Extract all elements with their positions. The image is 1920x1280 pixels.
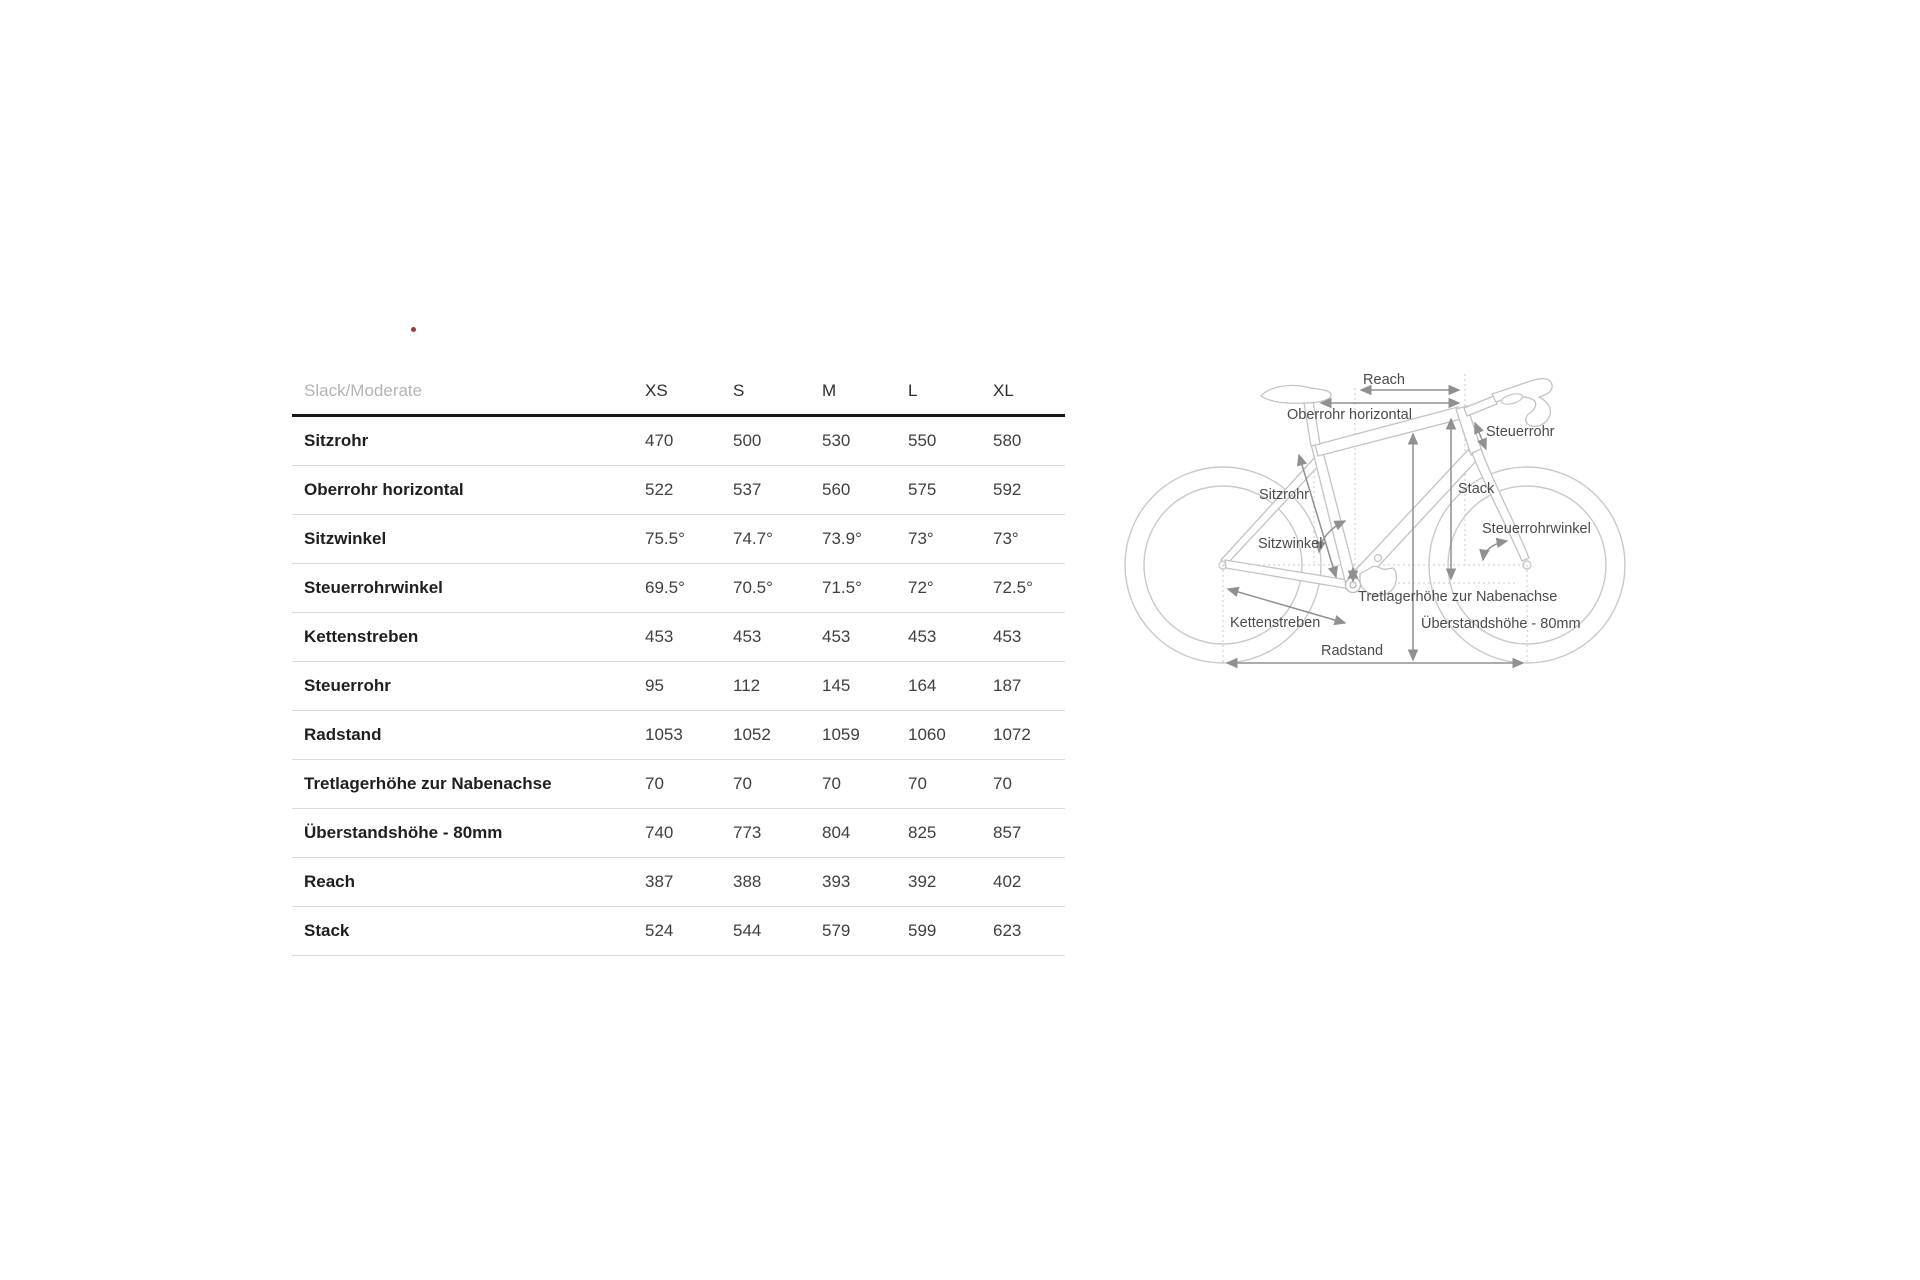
table-header-label: Slack/Moderate	[304, 381, 423, 400]
row-value: 560	[822, 480, 851, 499]
row-value: 453	[645, 627, 674, 646]
row-value: 1060	[908, 725, 946, 744]
table-row-sitzrohr	[292, 417, 1065, 466]
row-value: 453	[908, 627, 937, 646]
row-value: 75.5°	[645, 529, 685, 548]
row-label: Überstandshöhe - 80mm	[304, 823, 503, 842]
col-header-m: M	[822, 381, 837, 400]
row-value: 453	[733, 627, 762, 646]
row-value: 453	[993, 627, 1022, 646]
stem	[1464, 396, 1497, 416]
bottom-bracket-axle	[1350, 582, 1356, 588]
row-value: 164	[908, 676, 937, 695]
row-value: 393	[822, 872, 851, 891]
stack-label: Stack	[1458, 481, 1495, 497]
accent-dot	[411, 327, 416, 332]
table-row-tretlagerhoehe	[292, 760, 1065, 809]
table-row-oberrohr	[292, 466, 1065, 515]
table-row-sitzwinkel	[292, 515, 1065, 564]
row-value: 387	[645, 872, 674, 891]
sitzwinkel-label: Sitzwinkel	[1258, 536, 1323, 552]
row-value: 530	[822, 431, 851, 450]
row-value: 95	[645, 676, 664, 695]
row-label: Reach	[304, 872, 356, 891]
row-value: 1053	[645, 725, 683, 744]
row-label: Tretlagerhöhe zur Nabenachse	[304, 774, 552, 793]
row-value: 74.7°	[733, 529, 773, 548]
fork	[1472, 449, 1529, 561]
ueberstandshoehe-label: Überstandshöhe - 80mm	[1421, 616, 1581, 632]
reach-label: Reach	[1363, 372, 1405, 388]
row-label: Radstand	[304, 725, 382, 744]
row-value: 402	[993, 872, 1022, 891]
row-value: 579	[822, 921, 851, 940]
row-value: 69.5°	[645, 578, 685, 597]
row-value: 73°	[908, 529, 934, 548]
row-value: 392	[908, 872, 937, 891]
row-label: Stack	[304, 921, 350, 940]
steuerrohrwinkel-arc	[1483, 541, 1507, 560]
table-header-row	[292, 368, 1065, 417]
row-value: 773	[733, 823, 762, 842]
row-value: 592	[993, 480, 1022, 499]
oberrohr-label: Oberrohr horizontal	[1287, 407, 1412, 423]
col-header-l: L	[908, 381, 918, 400]
row-value: 70	[822, 774, 841, 793]
row-value: 599	[908, 921, 937, 940]
row-value: 740	[645, 823, 674, 842]
row-value: 580	[993, 431, 1022, 450]
bike-geometry-diagram	[1120, 352, 1640, 682]
row-value: 522	[645, 480, 674, 499]
row-value: 550	[908, 431, 937, 450]
row-value: 524	[645, 921, 674, 940]
row-label: Sitzwinkel	[304, 529, 387, 548]
row-label: Kettenstreben	[304, 627, 419, 646]
sitzrohr-label: Sitzrohr	[1259, 487, 1309, 503]
row-label: Oberrohr horizontal	[304, 480, 464, 499]
cable-port	[1375, 555, 1382, 562]
row-value: 804	[822, 823, 851, 842]
row-value: 72°	[908, 578, 934, 597]
table-row-ueberstandshoehe	[292, 809, 1065, 858]
col-header-xs: XS	[645, 381, 668, 400]
row-value: 71.5°	[822, 578, 862, 597]
row-value: 453	[822, 627, 851, 646]
row-value: 70	[645, 774, 664, 793]
row-value: 623	[993, 921, 1022, 940]
row-value: 70	[733, 774, 752, 793]
row-label: Steuerrohrwinkel	[304, 578, 443, 597]
row-value: 500	[733, 431, 762, 450]
row-value: 1052	[733, 725, 771, 744]
row-value: 1072	[993, 725, 1031, 744]
row-value: 70.5°	[733, 578, 773, 597]
col-header-s: S	[733, 381, 745, 400]
table-row-steuerrohr	[292, 662, 1065, 711]
geometry-table	[292, 368, 1065, 956]
table-row-reach	[292, 858, 1065, 907]
row-value: 1059	[822, 725, 860, 744]
row-value: 70	[908, 774, 927, 793]
row-value: 73°	[993, 529, 1019, 548]
steuerrohrwinkel-label: Steuerrohrwinkel	[1482, 521, 1591, 537]
table-row-steuerrohrwinkel	[292, 564, 1065, 613]
table-row-kettenstreben	[292, 613, 1065, 662]
row-label: Sitzrohr	[304, 431, 369, 450]
row-value: 857	[993, 823, 1022, 842]
row-value: 470	[645, 431, 674, 450]
seat-tube	[1311, 444, 1357, 585]
row-value: 388	[733, 872, 762, 891]
row-value: 537	[733, 480, 762, 499]
row-value: 72.5°	[993, 578, 1033, 597]
row-value: 70	[993, 774, 1012, 793]
radstand-label: Radstand	[1321, 643, 1384, 659]
tretlagerhoehe-label: Tretlagerhöhe zur Nabenachse	[1358, 589, 1558, 605]
steuerrohr-label: Steuerrohr	[1486, 424, 1555, 440]
row-value: 73.9°	[822, 529, 862, 548]
kettenstreben-label: Kettenstreben	[1230, 615, 1321, 631]
table-row-stack	[292, 907, 1065, 956]
row-value: 112	[733, 676, 761, 695]
row-value: 145	[822, 676, 851, 695]
row-value: 544	[733, 921, 762, 940]
table-row-radstand	[292, 711, 1065, 760]
chainstay	[1225, 560, 1350, 589]
col-header-xl: XL	[993, 381, 1014, 400]
row-value: 187	[993, 676, 1022, 695]
saddle	[1261, 385, 1331, 403]
row-value: 825	[908, 823, 937, 842]
row-label: Steuerrohr	[304, 676, 391, 695]
row-value: 575	[908, 480, 937, 499]
